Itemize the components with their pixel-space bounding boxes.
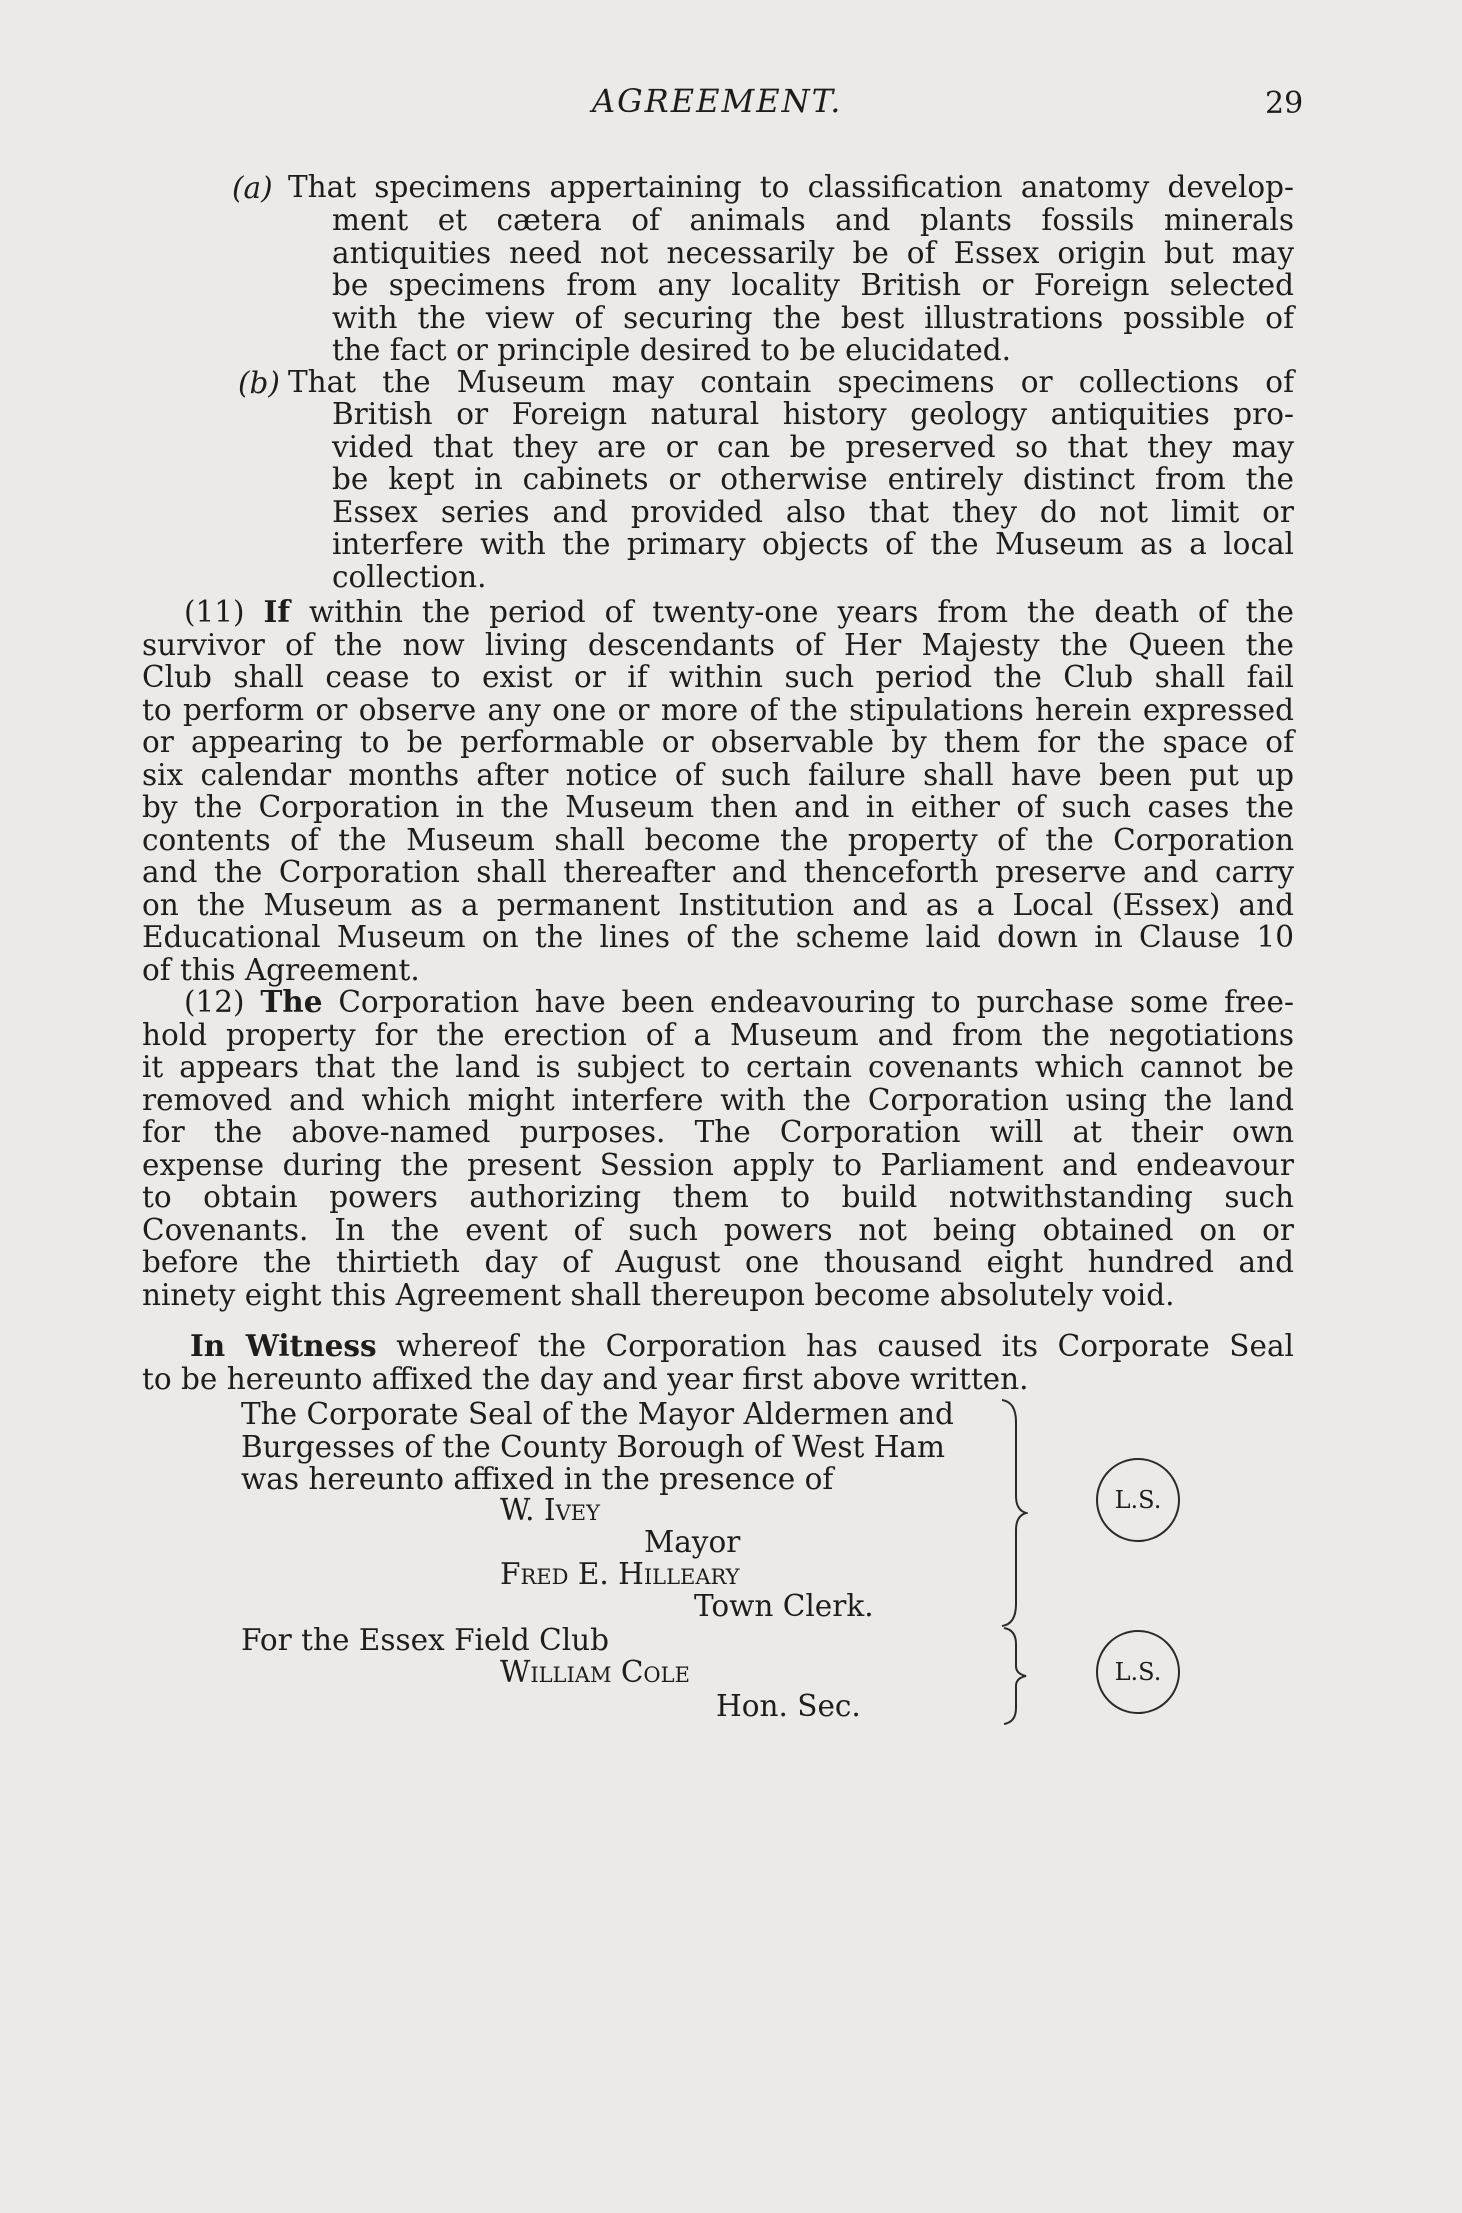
clerk-name: Fred E. Hilleary [500,1557,740,1591]
running-title: AGREEMENT. [592,82,843,120]
club-line: For the Essex Field Club [241,1623,610,1657]
corporation-brace [998,1398,1028,1628]
clause-12-first-line: (12) The Corporation have been endeavouring to purchase some free- [184,984,1294,1019]
corporation-seal-stamp [1096,1458,1180,1542]
clause-11-first-line: (11) If within the period of twenty-one years from the death of the [184,594,1294,629]
mayor-title: Mayor [644,1525,741,1559]
seal-label: L.S. [1114,1486,1162,1514]
witness-clause [142,1330,1294,1395]
page-number: 29 [1265,86,1304,121]
clause-a-body: ment et cætera of animals and plants fossils minerals antiquities need not necessarily be of Essex origin but may be specimens from any locality British or Foreign selected with the view of securing the best illustrations possible of the fact or principle desired to be elucidated. [332,203,1294,367]
clause-11-number: (11) [184,595,245,629]
clerk-title: Town Clerk. [694,1589,874,1623]
clause-12-initial: The [260,984,323,1019]
page-header [0,82,1462,126]
clause-a-label: (a) [232,171,273,205]
clause-11-initial: If [263,594,291,629]
clause-b-first-line: That the Museum may contain specimens or collections of [288,365,1294,399]
clause-b-body: British or Foreign natural history geology antiquities pro- vided that they are or can be preserved so that they may be kept in cabinets or otherwise entirely distinct from the Essex series and provided also that they do not limit or interfere with the primary objects of the Museum as a local collection. [332,397,1294,594]
club-seal-stamp [1096,1630,1180,1714]
witness-initial: In Witness [190,1328,377,1363]
clause-12: (12) The Corporation have been endeavouring to purchase some free- hold property for the erection of a Museum and from the negotiations it appears that the land is subject to certain covenants which cannot be removed and which might interfere with the Corporation using the land for the above-named purposes. The Corporation will at their own expense during the present Session apply to Parliament and endeavour to obtain powers authorizing them to build notwithstanding such Covenants. In the event of such powers not being obtained on or before the thirtieth day of August one thousand eight hundred and ninety eight this Agreement shall thereupon become absolutely void. [142,984,1294,1312]
clause-a-first-line: That specimens appertaining to classification anatomy develop- [288,170,1294,204]
witness-first-line: In Witness whereof the Corporation has caused its Corporate Seal [190,1328,1294,1363]
clause-11: (11) If within the period of twenty-one years from the death of the survivor of the now living descendants of Her Majesty the Queen the Club shall cease to exist or if within such period the Club shall fail to perform or observe any one or more of the stipulations herein expressed or appearing to be performable or observable by them for the space of six calendar months after notice of such failure shall have been put up by the Corporation in the Museum then and in either of such cases the contents of the Museum shall become the property of the Corporation and the Corporation shall thereafter and thenceforth preserve and carry on the Museum as a permanent Institution and as a Local (Essex) and Educational Museum on the lines of the scheme laid down in Clause 10 of this Agreement. [142,594,1294,987]
club-brace [1000,1626,1030,1726]
clause-b-label: (b) [238,366,280,400]
secretary-title: Hon. Sec. [716,1689,861,1723]
secretary-name: William Cole [500,1655,690,1689]
clause-12-number: (12) [184,985,245,1019]
seal-label: L.S. [1114,1658,1162,1686]
witness-second-line: to be hereunto affixed the day and year first above written. [142,1361,1029,1396]
corporation-seal-lines: The Corporate Seal of the Mayor Aldermen and Burgesses of the County Borough of West Ham was hereunto affixed in the presence of [241,1397,954,1496]
mayor-name: W. Ivey [500,1493,600,1527]
